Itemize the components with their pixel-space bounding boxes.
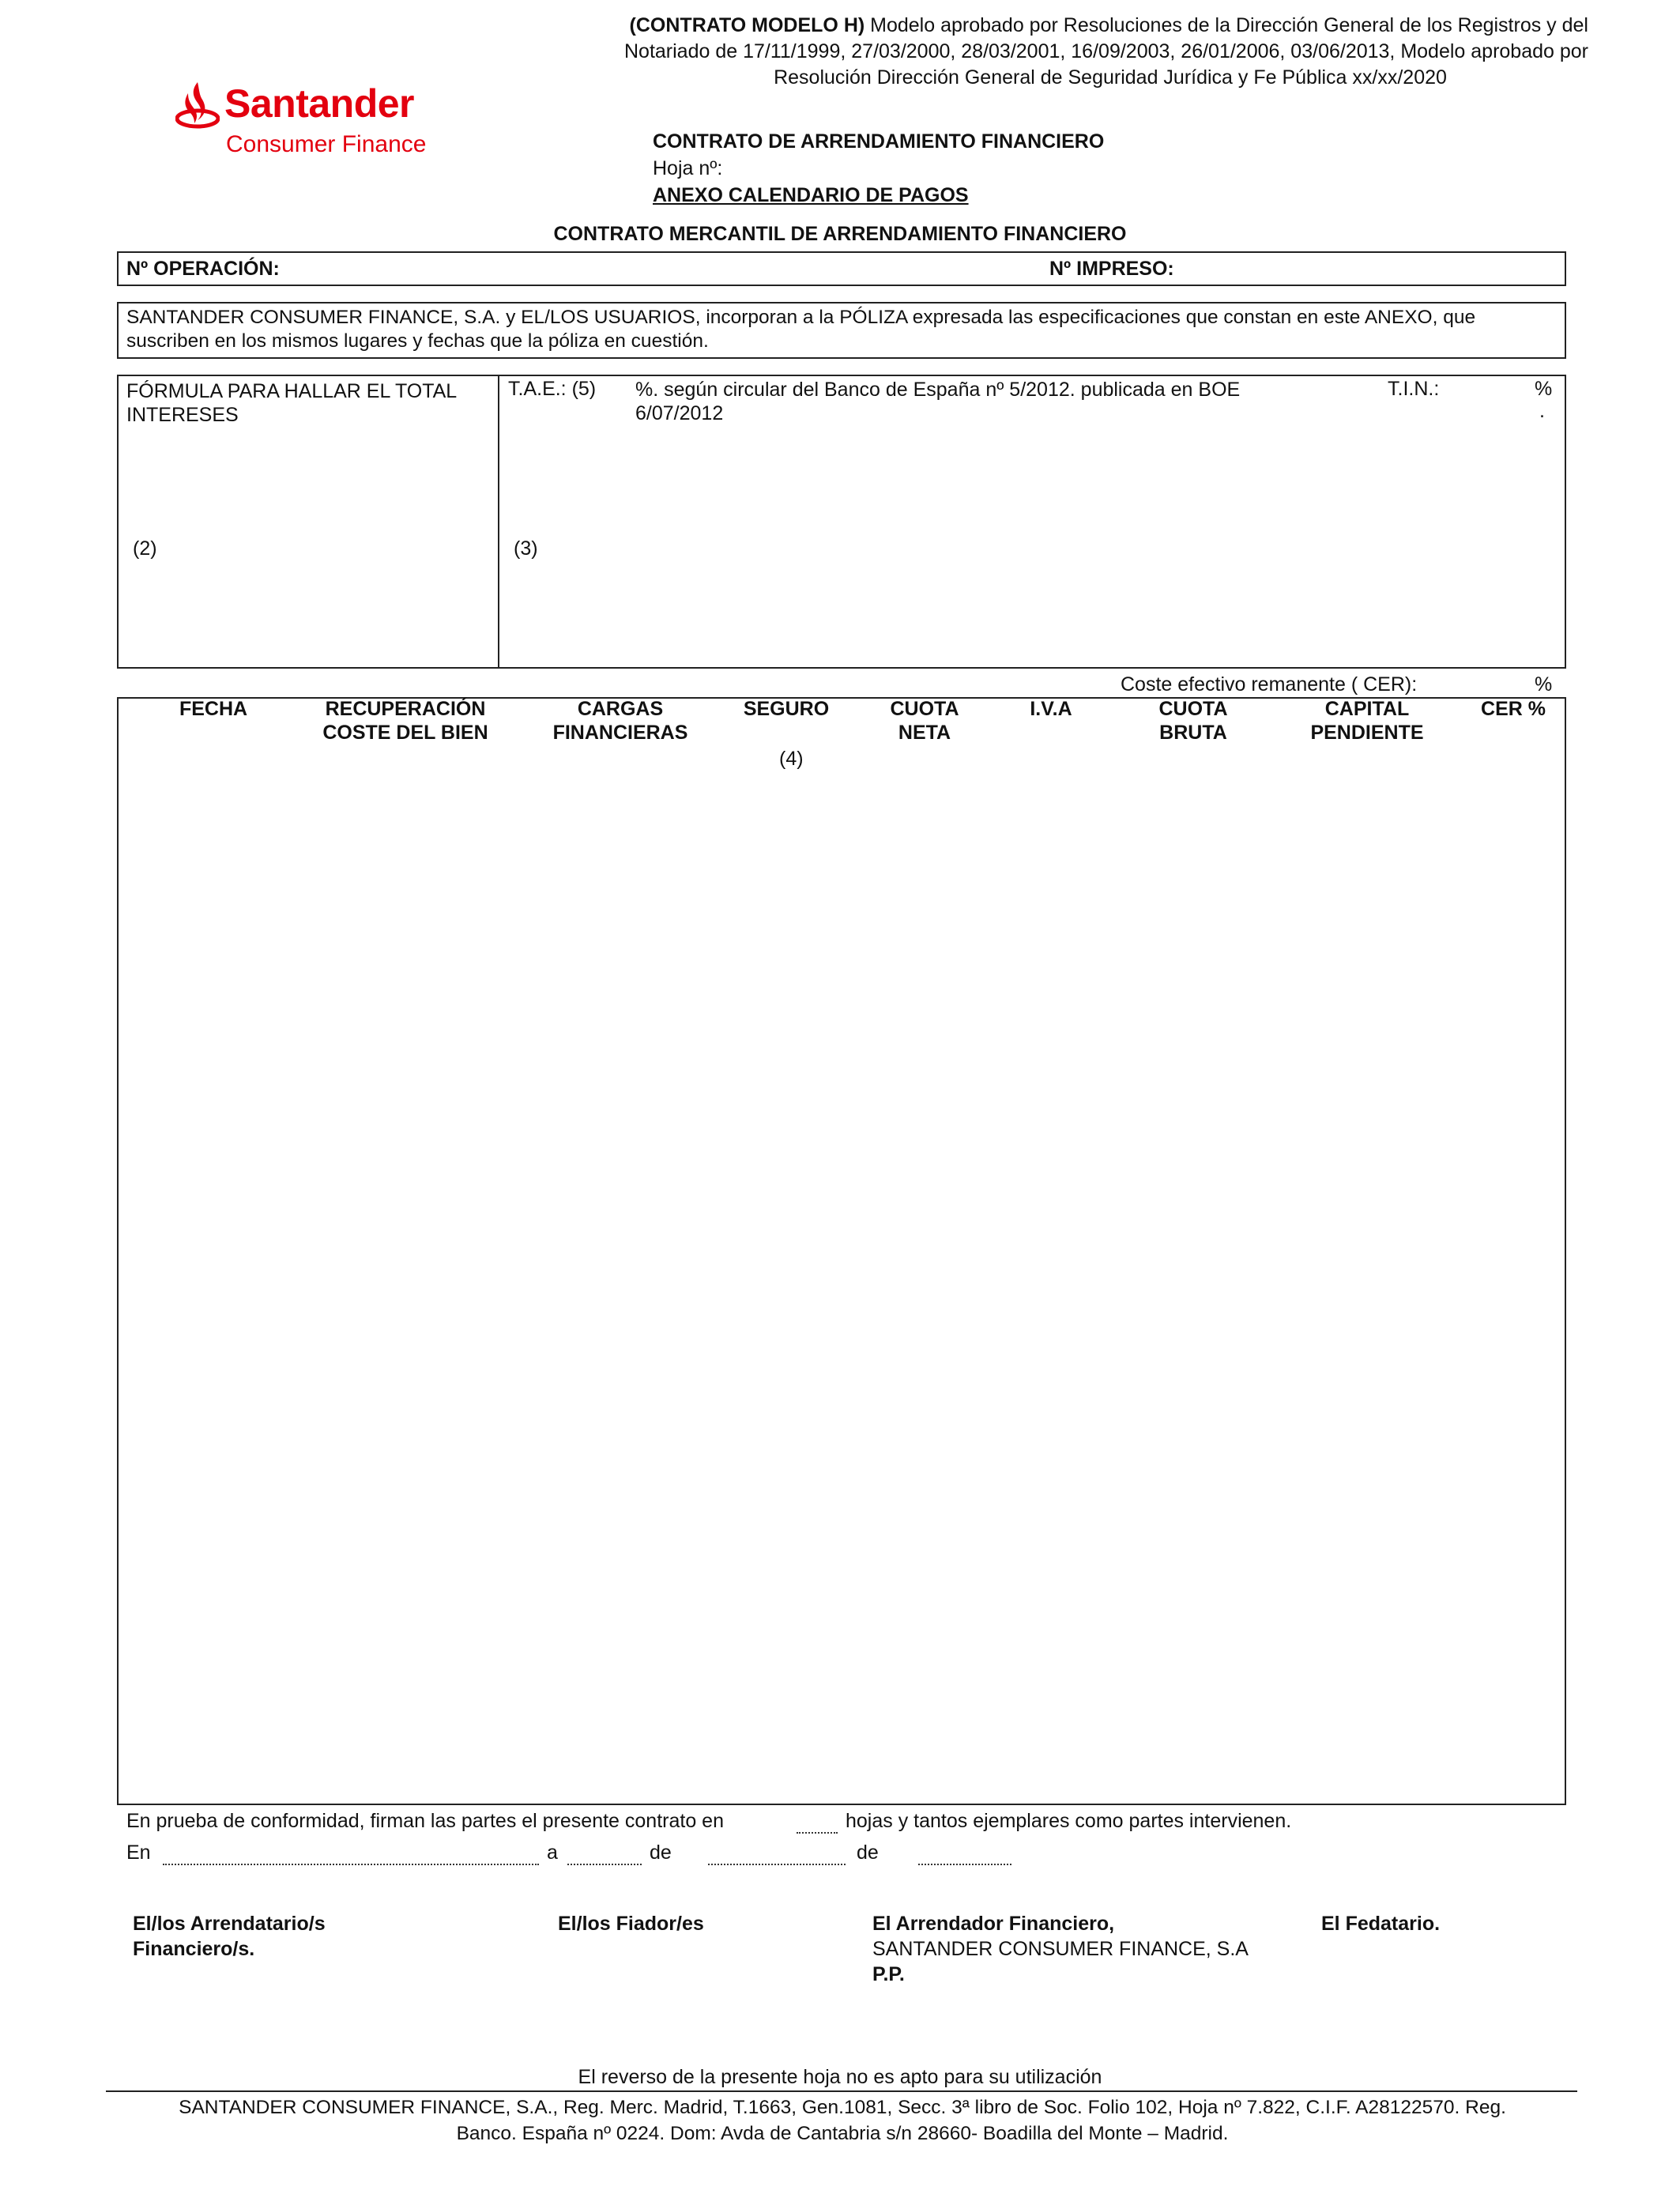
note-2: (2) — [133, 537, 157, 560]
tin-percent: % — [1535, 378, 1553, 400]
sheet-number-label: Hoja nº: — [653, 157, 723, 179]
model-ref-line1: Modelo aprobado por Resoluciones de la Dirección General de los Registros y del — [864, 14, 1588, 36]
model-reference — [545, 13, 1588, 91]
brand-subname: Consumer Finance — [226, 131, 427, 157]
signature-lessor: El Arrendador Financiero, SANTANDER CONSUMER FINANCE, S.A P.P. — [872, 1913, 1249, 1985]
place-label: En — [126, 1842, 151, 1864]
day-label: a — [547, 1842, 558, 1864]
sheets-count-field[interactable] — [797, 1832, 838, 1834]
cer-percent: % — [1535, 673, 1553, 696]
signature-guarantor: El/los Fiador/es — [558, 1913, 704, 1935]
col-header-capital-pendiente: CAPITAL PENDIENTE — [1310, 698, 1424, 744]
model-ref-line3: Resolución Dirección General de Seguridad Jurídica y Fe Pública xx/xx/2020 — [774, 66, 1447, 89]
month-field[interactable] — [708, 1864, 846, 1865]
operation-number-label: Nº OPERACIÓN: — [126, 258, 280, 280]
model-ref-line2: Notariado de 17/11/1999, 27/03/2000, 28/03/2001, 16/09/2003, 26/01/2006, 03/06/2013, Modelo aprobado por — [624, 40, 1588, 62]
year-label: de — [857, 1842, 879, 1864]
note-4: (4) — [779, 748, 804, 770]
tae-text: %. según circular del Banco de España nº 5/2012. publicada en BOE 6/07/2012 — [635, 379, 1241, 424]
footer-divider — [106, 2090, 1577, 2092]
day-field[interactable] — [567, 1864, 642, 1865]
month-label: de — [650, 1842, 672, 1864]
printed-number-label: Nº IMPRESO: — [1049, 258, 1174, 280]
signature-lessee: El/los Arrendatario/s Financiero/s. — [133, 1913, 326, 1960]
intro-text: SANTANDER CONSUMER FINANCE, S.A. y EL/LOS USUARIOS, incorporan a la PÓLIZA expresada las especificaciones que constan en este ANEXO, que suscriben en los mismos lugares y fechas que la póliza en cuestión. — [126, 307, 1476, 352]
note-3: (3) — [514, 537, 538, 560]
cer-label: Coste efectivo remanente ( CER): — [1121, 673, 1418, 696]
tin-dot: . — [1539, 400, 1545, 422]
model-ref-bold: (CONTRATO MODELO H) — [629, 14, 865, 36]
col-header-cargas: CARGAS FINANCIERAS — [552, 698, 688, 744]
col-header-cer: CER % — [1481, 698, 1546, 720]
col-header-fecha: FECHA — [179, 698, 248, 720]
conformity-text-2: hojas y tantos ejemplares como partes intervienen. — [846, 1810, 1292, 1832]
payment-schedule-table — [117, 697, 1566, 1805]
col-header-iva: I.V.A — [1030, 698, 1072, 720]
operation-row — [117, 251, 1566, 286]
reverse-note: El reverso de la presente hoja no es apto para su utilización — [578, 2066, 1102, 2088]
annex-title: ANEXO CALENDARIO DE PAGOS — [653, 184, 969, 206]
brand-name: Santander — [224, 81, 415, 126]
flame-icon — [175, 81, 220, 130]
formula-label: FÓRMULA PARA HALLAR EL TOTAL INTERESES — [126, 380, 457, 426]
formula-divider — [498, 375, 499, 669]
signature-notary: El Fedatario. — [1321, 1913, 1441, 1935]
conformity-text: En prueba de conformidad, firman las partes el presente contrato en — [126, 1810, 724, 1832]
footer-registry: SANTANDER CONSUMER FINANCE, S.A., Reg. Merc. Madrid, T.1663, Gen.1081, Secc. 3ª libro de Soc. Folio 102, Hoja nº 7.822, C.I.F. A28122570. Reg. Banco. España nº 0224. Dom: Avda de Cantabria s/n 28660- Boadilla del Monte – Madrid. — [179, 2097, 1506, 2144]
col-header-recuperacion: RECUPERACIÓN COSTE DEL BIEN — [322, 698, 488, 744]
col-header-cuota-neta: CUOTA NETA — [890, 698, 959, 744]
santander-logo — [175, 81, 460, 168]
year-field[interactable] — [918, 1864, 1011, 1865]
main-heading: CONTRATO MERCANTIL DE ARRENDAMIENTO FINANCIERO — [553, 223, 1127, 245]
title-block — [653, 128, 1104, 209]
tin-label: T.I.N.: — [1388, 378, 1440, 400]
tae-label: T.A.E.: (5) — [508, 378, 597, 400]
col-header-seguro: SEGURO — [743, 698, 830, 720]
contract-title: CONTRATO DE ARRENDAMIENTO FINANCIERO — [653, 130, 1105, 153]
col-header-cuota-bruta: CUOTA BRUTA — [1158, 698, 1228, 744]
place-field[interactable] — [163, 1864, 539, 1865]
